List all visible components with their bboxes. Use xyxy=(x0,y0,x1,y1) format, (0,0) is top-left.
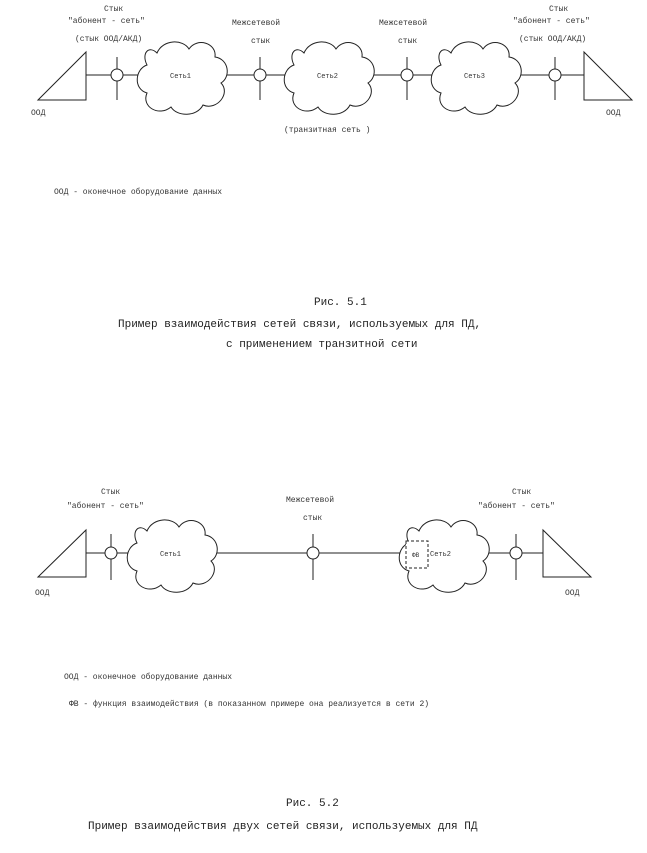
fig2-interface-left-node xyxy=(105,547,117,559)
fig2-legend-2: ФВ - функция взаимодействия (в показанном примере она реализуется в сети 2) xyxy=(69,700,430,709)
fig1-legend: ООД - оконечное оборудование данных xyxy=(54,188,223,197)
fig1-transit-note: (транзитная сеть ) xyxy=(284,126,371,135)
fig1-caption-number: Рис. 5.1 xyxy=(314,297,367,309)
fig2-network-1-label: Сеть1 xyxy=(160,551,182,559)
fig1-network-1-label: Сеть1 xyxy=(170,73,192,81)
fig2-interface-left-label-line2: "абонент - сеть" xyxy=(67,502,144,511)
fig2-legend-1: ООД - оконечное оборудование данных xyxy=(64,673,233,682)
fig1-dte-right-terminal xyxy=(584,52,632,100)
fig1-internetwork-2-label-line2: стык xyxy=(398,37,418,46)
fig2-dte-left-terminal xyxy=(38,530,86,577)
fig1-interface-left-label-line3: (стык ООД/АКД) xyxy=(75,35,143,44)
fig1-internetwork-2-label-line1: Межсетевой xyxy=(379,19,428,28)
fig1-interface-left-label-line1: Стык xyxy=(104,5,124,14)
fig2-interface-right-label-line2: "абонент - сеть" xyxy=(478,502,555,511)
fig1-interface-left-node xyxy=(111,69,123,81)
fig1-internetwork-1-node xyxy=(254,69,266,81)
fig2-dte-right-label: ООД xyxy=(565,589,580,598)
fig2-iwf-box-label: ФВ xyxy=(412,552,420,559)
fig2-interface-right-node xyxy=(510,547,522,559)
fig1-caption-line1: Пример взаимодействия сетей связи, используемых для ПД, xyxy=(118,319,482,331)
fig2-interface-left-label-line1: Стык xyxy=(101,488,121,497)
fig1-dte-left-terminal xyxy=(38,52,86,100)
fig1-network-3-label: Сеть3 xyxy=(464,73,486,81)
fig2-internetwork-label-line1: Межсетевой xyxy=(286,496,335,505)
fig1-network-2-label: Сеть2 xyxy=(317,73,339,81)
fig1-internetwork-2-node xyxy=(401,69,413,81)
fig1-internetwork-1-label-line1: Межсетевой xyxy=(232,19,281,28)
fig1-dte-right-label: ООД xyxy=(606,109,621,118)
fig2-internetwork-label-line2: стык xyxy=(303,514,323,523)
fig2-network-2-label: Сеть2 xyxy=(430,551,452,559)
fig1-interface-left-label-line2: "абонент - сеть" xyxy=(68,17,145,26)
fig2-interface-right-label-line1: Стык xyxy=(512,488,532,497)
fig1-interface-right-label-line3: (стык ООД/АКД) xyxy=(519,35,587,44)
fig2-caption-line1: Пример взаимодействия двух сетей связи, используемых для ПД xyxy=(88,821,478,833)
fig1-interface-right-node xyxy=(549,69,561,81)
fig1-dte-left-label: ООД xyxy=(31,109,46,118)
fig2-caption-number: Рис. 5.2 xyxy=(286,798,339,810)
fig2-internetwork-node xyxy=(307,547,319,559)
figure-5-1 xyxy=(31,5,632,351)
fig1-caption-line2: с применением транзитной сети xyxy=(226,339,418,351)
fig1-interface-right-label-line2: "абонент - сеть" xyxy=(513,17,590,26)
figure-5-2 xyxy=(35,488,591,833)
fig2-dte-right-terminal xyxy=(543,530,591,577)
fig1-interface-right-label-line1: Стык xyxy=(549,5,569,14)
fig1-internetwork-1-label-line2: стык xyxy=(251,37,271,46)
fig2-dte-left-label: ООД xyxy=(35,589,50,598)
